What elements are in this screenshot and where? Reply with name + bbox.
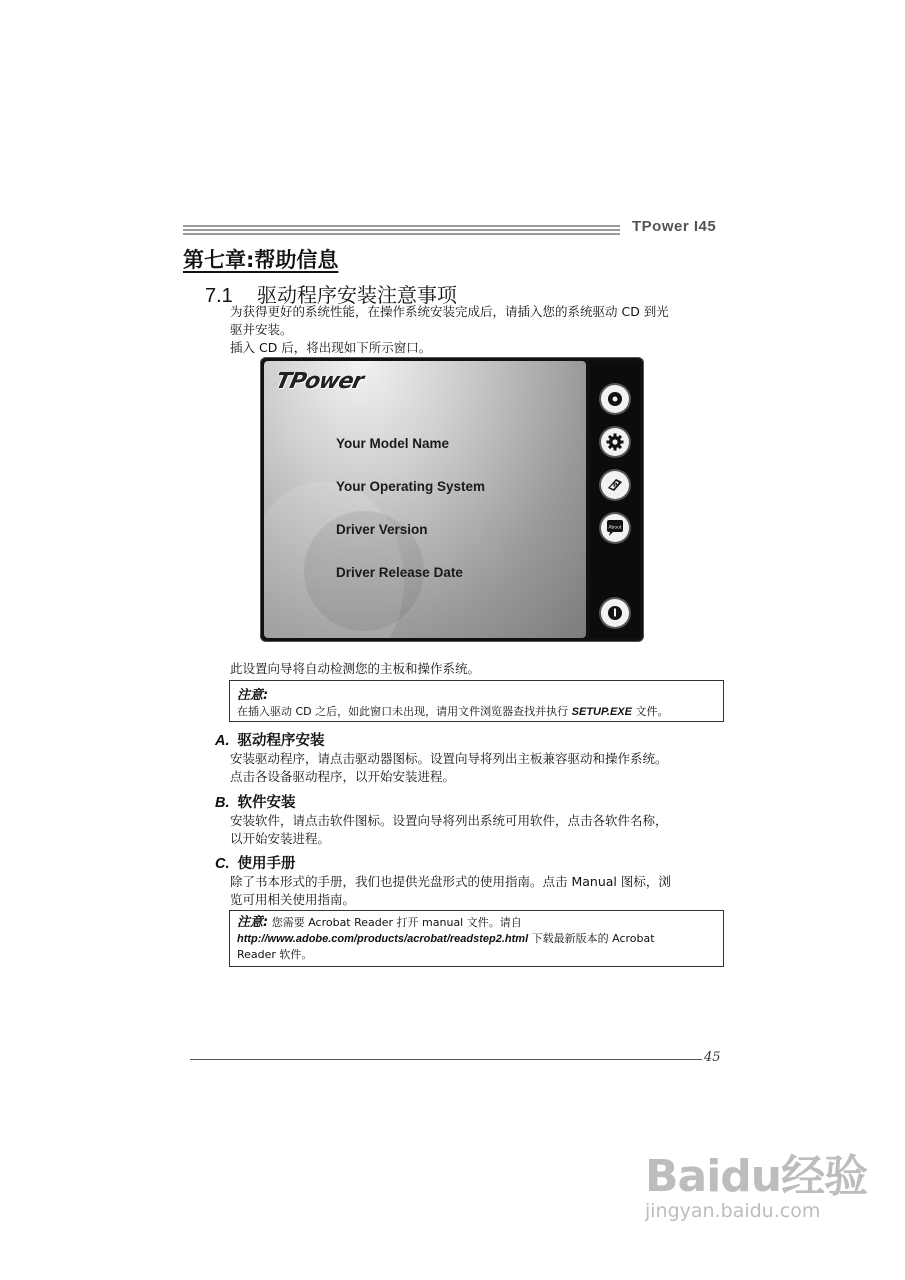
note-text-part: 下载最新版本的 Acrobat bbox=[528, 932, 655, 945]
section-c-title: 使用手册 bbox=[237, 856, 296, 872]
section-b-heading bbox=[215, 791, 296, 812]
note-text-part: 您需要 Acrobat Reader 打开 manual 文件。请自 bbox=[268, 916, 522, 929]
note-line bbox=[237, 931, 716, 947]
note-text bbox=[237, 703, 716, 721]
intro-line: 为获得更好的系统性能，在操作系统安装完成后，请插入您的系统驱动 CD 到光 bbox=[230, 304, 669, 319]
disc-icon bbox=[607, 391, 623, 407]
intro-line: 驱并安装。 bbox=[230, 322, 293, 337]
note-title: 注意: bbox=[237, 915, 269, 930]
exit-button[interactable] bbox=[601, 599, 629, 627]
driver-cd-window bbox=[260, 357, 644, 642]
gear-icon bbox=[606, 433, 624, 451]
watermark-logo: Baidu经验 bbox=[645, 1151, 868, 1202]
window-sidebar bbox=[590, 361, 640, 638]
driver-version-label: Driver Version bbox=[336, 522, 428, 537]
intro-line: 插入 CD 后，将出现如下所示窗口。 bbox=[230, 340, 432, 355]
page-number: 45 bbox=[704, 1050, 721, 1065]
note-text-part: 文件。 bbox=[631, 705, 669, 718]
chapter-title: 第七章:帮助信息 bbox=[183, 248, 339, 272]
section-c-heading bbox=[215, 852, 296, 873]
model-name-label: Your Model Name bbox=[336, 436, 450, 451]
header-rule bbox=[183, 225, 620, 235]
about-text: About bbox=[608, 525, 622, 531]
adobe-link[interactable]: http://www.adobe.com/products/acrobat/readstep2.html bbox=[237, 933, 529, 945]
power-icon bbox=[607, 605, 623, 621]
body-line: 安装驱动程序，请点击驱动器图标。设置向导将列出主板兼容驱动和操作系统。 bbox=[230, 751, 668, 766]
header-title: TPower I45 bbox=[632, 218, 717, 235]
section-letter: C. bbox=[215, 856, 230, 872]
section-c-body bbox=[230, 873, 710, 909]
driver-button[interactable] bbox=[601, 385, 629, 413]
section-b-title: 软件安装 bbox=[237, 795, 296, 811]
section-a-title: 驱动程序安装 bbox=[237, 733, 325, 749]
intro-paragraph bbox=[230, 303, 710, 357]
footer-rule bbox=[190, 1059, 702, 1060]
window-main-panel bbox=[264, 361, 586, 638]
body-line: 除了书本形式的手册，我们也提供光盘形式的使用指南。点击 Manual 图标，浏 bbox=[230, 874, 671, 889]
manual-button[interactable] bbox=[601, 471, 629, 499]
section-letter: B. bbox=[215, 795, 230, 811]
manual-icon bbox=[606, 476, 624, 494]
note-line bbox=[237, 915, 716, 931]
about-icon bbox=[605, 519, 625, 537]
body-line: 览可用相关使用指南。 bbox=[230, 892, 356, 907]
section-a-body bbox=[230, 750, 710, 786]
section-title: 驱动程序安装注意事项 bbox=[257, 283, 457, 307]
section-number: 7.1 bbox=[205, 285, 233, 307]
note-text-part: 在插入驱动 CD 之后，如此窗口未出现，请用文件浏览器查找并执行 bbox=[237, 705, 572, 718]
tpower-logo: TPower bbox=[273, 369, 366, 394]
setup-exe-text: SETUP.EXE bbox=[571, 706, 632, 718]
driver-release-date-label: Driver Release Date bbox=[336, 565, 463, 580]
body-line: 以开始安装进程。 bbox=[230, 831, 331, 846]
body-line: 点击各设备驱动程序，以开始安装进程。 bbox=[230, 769, 456, 784]
note-box-acrobat bbox=[229, 910, 724, 967]
note-title: 注意: bbox=[237, 688, 269, 703]
operating-system-label: Your Operating System bbox=[336, 479, 486, 494]
note-box bbox=[229, 680, 724, 722]
about-button[interactable] bbox=[601, 514, 629, 542]
section-a-heading bbox=[215, 729, 325, 750]
svg-text:P: P bbox=[613, 482, 618, 489]
body-line: 安装软件，请点击软件图标。设置向导将列出系统可用软件，点击各软件名称， bbox=[230, 813, 668, 828]
software-button[interactable] bbox=[601, 428, 629, 456]
baidu-watermark bbox=[645, 1140, 867, 1222]
note-line: Reader 软件。 bbox=[237, 948, 313, 961]
section-letter: A. bbox=[215, 733, 230, 749]
watermark-url: jingyan.baidu.com bbox=[645, 1200, 821, 1222]
wizard-description: 此设置向导将自动检测您的主板和操作系统。 bbox=[230, 661, 481, 676]
section-b-body bbox=[230, 812, 710, 848]
